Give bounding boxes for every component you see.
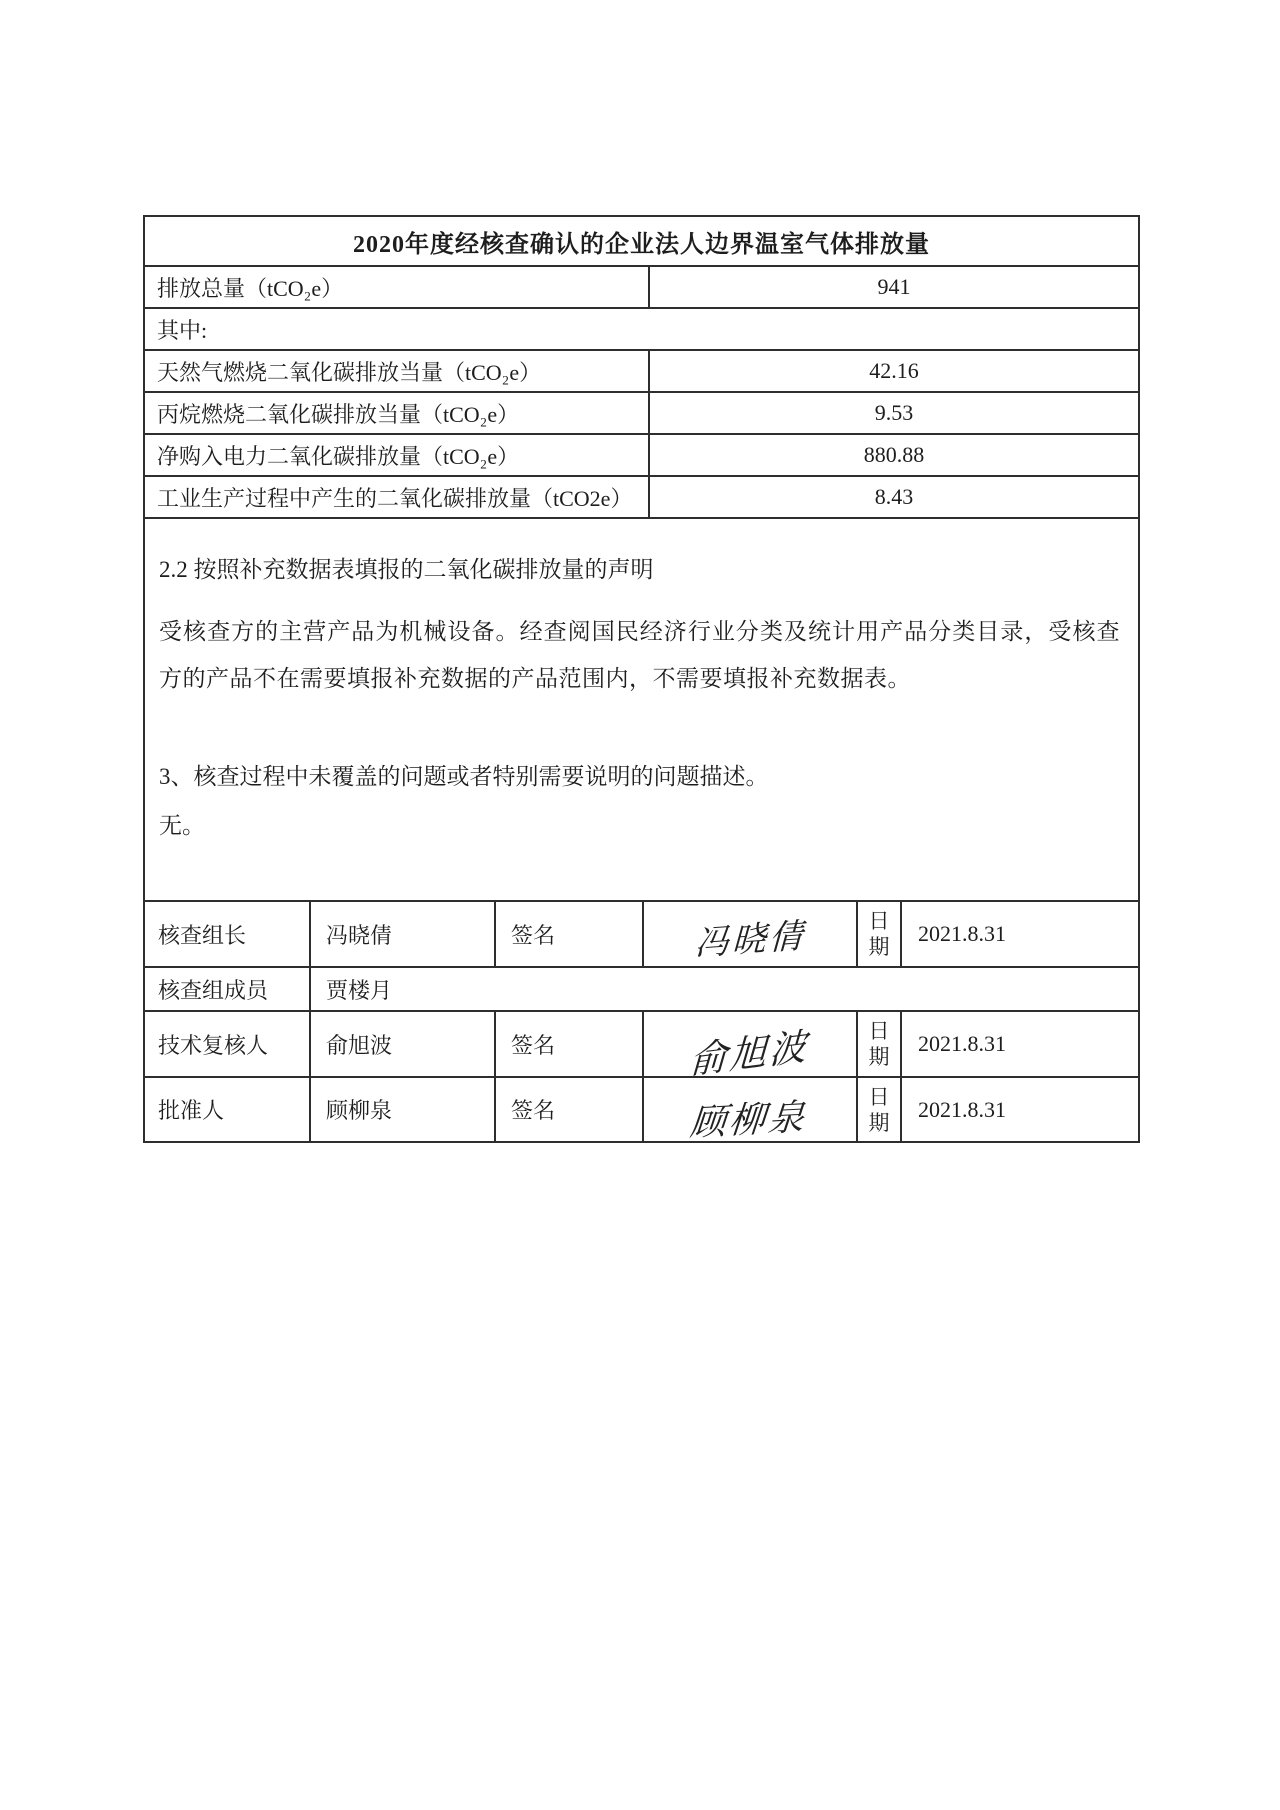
signature-cell — [644, 902, 858, 966]
verification-report-table — [143, 215, 1140, 1143]
row-value: 9.53 — [874, 400, 914, 425]
handwritten-signature: 顾柳泉 — [688, 1096, 810, 1144]
name-cell: 冯晓倩 — [311, 902, 496, 966]
name-cell: 顾柳泉 — [311, 1078, 496, 1141]
row-value: 42.16 — [869, 358, 919, 383]
sign-label-cell: 签名 — [496, 1012, 644, 1076]
statements-cell — [145, 517, 1138, 900]
emissions-row-electricity — [145, 433, 1138, 475]
row-label: 天然气燃烧二氧化碳排放当量（tCO₂e） — [145, 351, 650, 391]
question-answer: 无。 — [159, 813, 205, 838]
statement-paragraph: 受核查方的主营产品为机械设备。经查阅国民经济行业分类及统计用产品分类目录，受核查方的产品不在需要填报补充数据的产品范围内，不需要填报补充数据表。 — [159, 619, 1120, 691]
role-cell: 核查组成员 — [145, 968, 311, 1010]
row-value: 8.43 — [874, 484, 914, 509]
signature-row-team-leader — [145, 900, 1138, 966]
row-label: 丙烷燃烧二氧化碳排放当量（tCO₂e） — [145, 393, 650, 433]
emissions-subtotal-header-row — [145, 307, 1138, 349]
question-section-heading: 3、核查过程中未覆盖的问题或者特别需要说明的问题描述。 — [159, 764, 769, 789]
signature-cell — [644, 1012, 858, 1083]
emissions-row-industrial-process — [145, 475, 1138, 517]
emissions-row-total — [145, 265, 1138, 307]
signature-row-team-member — [145, 966, 1138, 1010]
emissions-table-title: 2020年度经核查确认的企业法人边界温室气体排放量 — [353, 231, 930, 258]
row-value: 880.88 — [863, 442, 925, 467]
emissions-row-natural-gas — [145, 349, 1138, 391]
role-cell: 技术复核人 — [145, 1012, 311, 1076]
date-label-cell: 日期 — [858, 902, 902, 966]
role-cell: 核查组长 — [145, 902, 311, 966]
signature-row-approver — [145, 1076, 1138, 1144]
statement-section-heading: 2.2 按照补充数据表填报的二氧化碳排放量的声明 — [159, 557, 654, 582]
row-label: 排放总量（tCO₂e） — [145, 267, 650, 307]
subtotal-header-label: 其中: — [157, 317, 208, 343]
signature-cell — [644, 1078, 858, 1144]
role-cell: 批准人 — [145, 1078, 311, 1141]
name-cell: 贾楼月 — [326, 977, 393, 1003]
sign-label-cell: 签名 — [496, 902, 644, 966]
emissions-row-propane — [145, 391, 1138, 433]
handwritten-signature: 俞旭波 — [688, 1026, 811, 1083]
handwritten-signature: 冯晓倩 — [693, 917, 806, 963]
date-value-cell: 2021.8.31 — [918, 921, 1006, 946]
date-label-cell: 日期 — [858, 1078, 902, 1141]
row-value: 941 — [877, 274, 911, 299]
date-label-cell: 日期 — [858, 1012, 902, 1076]
date-value-cell: 2021.8.31 — [918, 1096, 1006, 1122]
row-label: 净购入电力二氧化碳排放量（tCO₂e） — [145, 435, 650, 475]
date-value-cell: 2021.8.31 — [918, 1031, 1006, 1056]
row-label: 工业生产过程中产生的二氧化碳排放量（tCO2e） — [145, 477, 650, 517]
signature-row-technical-reviewer — [145, 1010, 1138, 1083]
name-cell: 俞旭波 — [311, 1012, 496, 1076]
sign-label-cell: 签名 — [496, 1078, 644, 1141]
